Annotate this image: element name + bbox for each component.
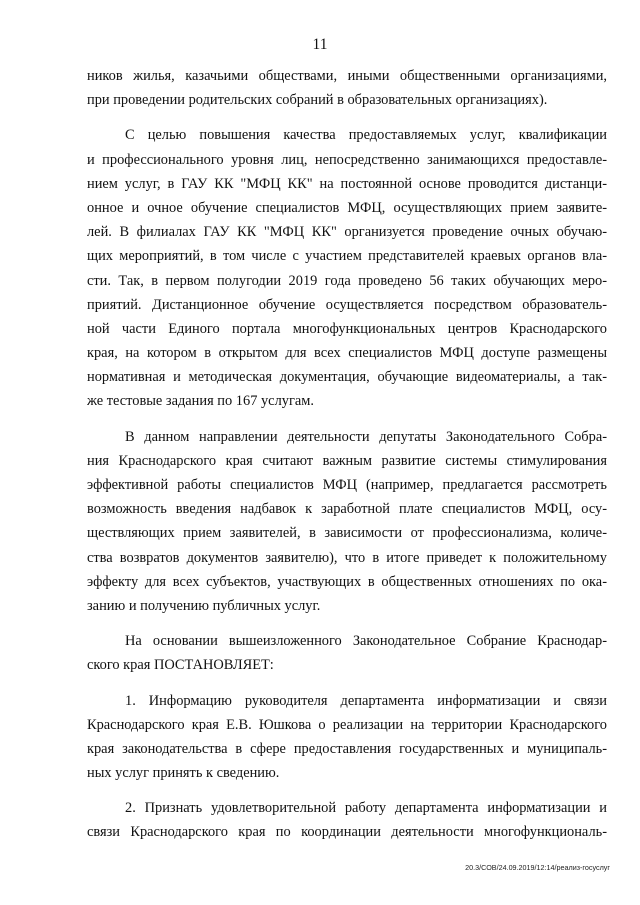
text-line: сти. Так, в первом полугодии 2019 года проведено 56 таких обучающих меро-: [87, 272, 607, 289]
text-line: нормативная и методическая документация, обучающие видеоматериалы, а так-: [87, 369, 607, 386]
text-line: 2. Признать удовлетворительной работу департамента информатизации и: [125, 800, 607, 817]
text-line: лей. В филиалах ГАУ КК "МФЦ КК" организуется проведение очных обучаю-: [87, 224, 607, 241]
page-number: 11: [312, 36, 328, 53]
text-line: и профессионального уровня лиц, непосредственно занимающихся предоставле-: [87, 151, 607, 168]
document-body: [87, 64, 607, 845]
text-line: эффективной работы специалистов МФЦ (например, предлагается рассмотреть: [87, 477, 607, 493]
text-line: ных услуг принять к сведению.: [87, 765, 280, 782]
text-line: ния Краснодарского края считают важным развитие системы стимулирования: [87, 452, 607, 469]
text-line: же тестовые задания по 167 услугам.: [87, 393, 314, 410]
text-line: онное и очное обучение специалистов МФЦ, осуществляющих прием заявите-: [87, 199, 607, 216]
text-line: приятий. Дистанционное обучение осуществляется посредством образователь-: [87, 296, 607, 313]
text-line: занию и получению публичных услуг.: [87, 597, 321, 614]
text-line: края законодательства в сфере предоставления государственных и муниципаль-: [87, 740, 607, 757]
text-line: ной части Единого портала многофункциональных центров Краснодарского: [87, 320, 607, 337]
paragraph: [87, 64, 607, 112]
text-line: нием услуг, в ГАУ КК "МФЦ КК" на постоянной основе проводится дистанци-: [87, 175, 607, 192]
text-line: связи Краснодарского края по координации деятельности многофункциональ-: [87, 824, 607, 841]
text-line: эффекту для всех субъектов, участвующих в общественных отношениях по ока-: [87, 573, 607, 590]
text-line: В данном направлении деятельности депутаты Законодательного Собра-: [125, 428, 607, 445]
paragraph: [87, 689, 607, 786]
text-line: ществляющих прием заявителей, в зависимости от профессионализма, количе-: [87, 525, 607, 542]
paragraph: [87, 796, 607, 844]
paragraph: [87, 629, 607, 677]
text-line: щих мероприятий, в том числе с участием представителей краевых органов вла-: [87, 248, 607, 265]
text-line: ства возвратов документов заявителю), что в итоге приведет к положительному: [87, 549, 607, 566]
paragraph: [87, 425, 607, 619]
text-line: края, на котором в открытом для всех специалистов МФЦ доступе размещены: [87, 345, 607, 362]
text-line: возможность введения надбавок к заработной плате специалистов МФЦ, осу-: [87, 501, 607, 518]
text-line: На основании вышеизложенного Законодательное Собрание Краснодар-: [125, 633, 607, 650]
text-line: С целью повышения качества предоставляемых услуг, квалификации: [125, 127, 607, 144]
text-line: при проведении родительских собраний в образовательных организациях).: [87, 92, 548, 109]
text-line: 1. Информацию руководителя департамента информатизации и связи: [125, 692, 607, 709]
paragraph: [87, 123, 607, 413]
text-line: ников жилья, казачьими обществами, иными общественными организациями,: [87, 68, 607, 84]
document-footer-code: 20.3/СОВ/24.09.2019/12:14/реализ-госуслуг: [465, 863, 610, 872]
text-line: ского края ПОСТАНОВЛЯЕТ:: [87, 657, 274, 674]
text-line: Краснодарского края Е.В. Юшкова о реализации на территории Краснодарского: [87, 716, 607, 733]
